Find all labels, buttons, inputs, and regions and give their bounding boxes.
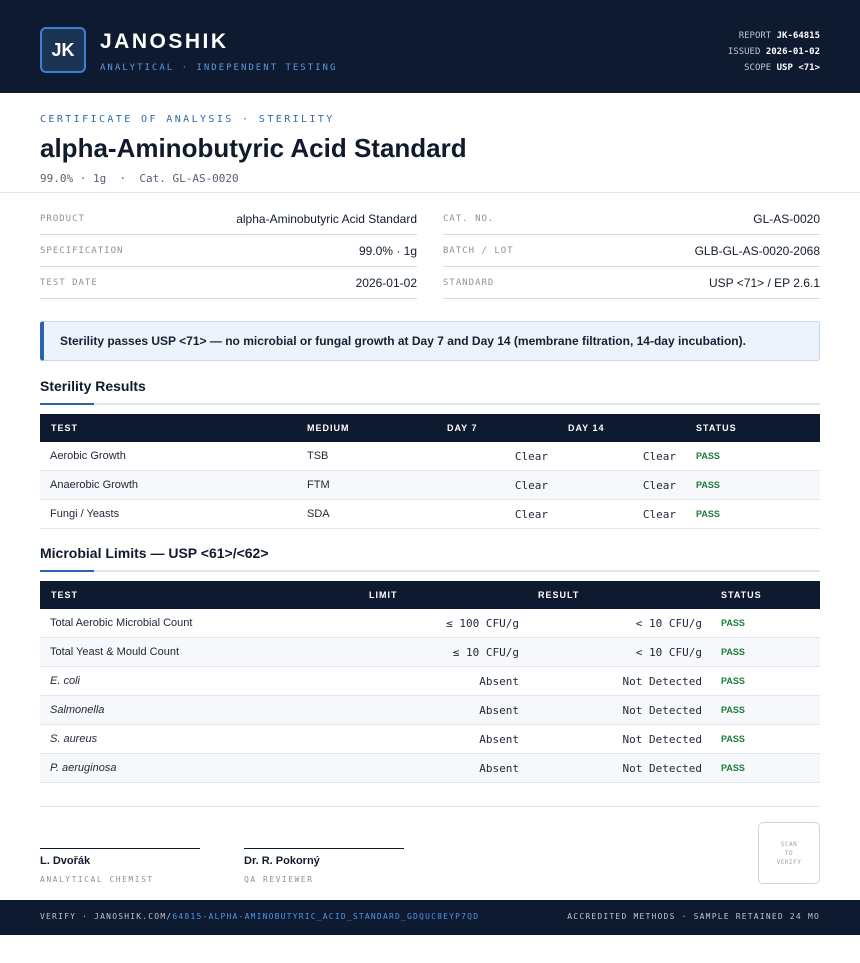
- cell-result: Not Detected: [622, 704, 702, 717]
- document-subtitle: 99.0% · 1g · Cat. GL-AS-0020: [40, 172, 239, 185]
- info-column-right: [443, 203, 820, 299]
- document-title: alpha-Aminobutyric Acid Standard: [40, 133, 467, 163]
- divider: [40, 806, 820, 807]
- table-row: [40, 725, 820, 754]
- header-bar: [0, 0, 860, 93]
- cell-result: < 10 CFU/g: [635, 617, 702, 630]
- cell-limit: Absent: [479, 762, 519, 775]
- table-row: [40, 609, 820, 638]
- status-badge: PASS: [721, 647, 745, 657]
- column-header: RESULT: [538, 590, 580, 600]
- info-row-cat-no: [443, 203, 820, 235]
- cell-result: < 10 CFU/g: [635, 646, 702, 659]
- report-id-line: [728, 28, 820, 44]
- status-badge: PASS: [696, 480, 720, 490]
- section-accent: [40, 403, 94, 405]
- info-value: 99.0% · 1g: [358, 243, 417, 258]
- column-header: TEST: [51, 590, 79, 600]
- scope-value: USP <71>: [776, 63, 820, 73]
- qr-text: VERIFY: [776, 858, 802, 866]
- report-value: JK-64815: [776, 31, 820, 41]
- verify-prefix: VERIFY · JANOSHIK.COM/: [40, 912, 173, 921]
- cell-test: S. aureus: [50, 733, 98, 745]
- qr-text: SCAN: [780, 840, 798, 848]
- signatory-role: QA REVIEWER: [244, 875, 314, 884]
- table-row: [40, 500, 820, 529]
- scope-line: [728, 60, 820, 76]
- section-underline: [40, 570, 820, 572]
- cell-limit: Absent: [479, 675, 519, 688]
- info-value: alpha-Aminobutyric Acid Standard: [236, 211, 417, 226]
- info-label: SPECIFICATION: [40, 245, 124, 256]
- status-badge: PASS: [721, 734, 745, 744]
- status-badge: PASS: [721, 618, 745, 628]
- info-row-specification: [40, 235, 417, 267]
- sterility-table: [40, 414, 820, 529]
- cell-day7: Clear: [514, 479, 548, 492]
- column-header: STATUS: [696, 423, 737, 433]
- cell-day7: Clear: [514, 450, 548, 463]
- cell-limit: ≤ 10 CFU/g: [452, 646, 519, 659]
- cell-medium: SDA: [307, 508, 330, 520]
- verify-line: [40, 912, 479, 921]
- info-row-product: [40, 203, 417, 235]
- scope-label: SCOPE: [744, 63, 772, 73]
- result-summary-note: Sterility passes USP <71> — no microbial or fungal growth at Day 7 and Day 14 (membrane filtration, 14-day incubation).: [40, 321, 820, 361]
- info-label: CAT. NO.: [443, 213, 495, 224]
- info-value: GL-AS-0020: [753, 211, 820, 226]
- verify-qr-placeholder[interactable]: [758, 822, 820, 884]
- info-row-standard: [443, 267, 820, 299]
- info-value: GLB-GL-AS-0020-2068: [694, 243, 820, 258]
- table-header: [40, 414, 820, 442]
- table-row: [40, 754, 820, 783]
- signatory-name: L. Dvořák: [40, 855, 91, 867]
- cell-test: Aerobic Growth: [50, 450, 126, 462]
- info-label: BATCH / LOT: [443, 245, 514, 256]
- document-kicker: CERTIFICATE OF ANALYSIS · STERILITY: [40, 114, 335, 125]
- signatory-name: Dr. R. Pokorný: [244, 855, 320, 867]
- cell-test: P. aeruginosa: [50, 762, 117, 774]
- info-label: TEST DATE: [40, 277, 98, 288]
- section-accent: [40, 570, 94, 572]
- cell-day14: Clear: [642, 450, 676, 463]
- footer-note: ACCREDITED METHODS · SAMPLE RETAINED 24 MO: [567, 912, 820, 921]
- cell-day14: Clear: [642, 508, 676, 521]
- table-row: [40, 667, 820, 696]
- cell-test: Anaerobic Growth: [50, 479, 139, 491]
- cell-medium: FTM: [307, 479, 330, 491]
- cell-limit: Absent: [479, 704, 519, 717]
- table-row: [40, 638, 820, 667]
- column-header: LIMIT: [369, 590, 398, 600]
- qr-text: TO: [784, 849, 794, 857]
- brand-name: JANOSHIK: [100, 30, 229, 53]
- cell-result: Not Detected: [622, 762, 702, 775]
- cell-day14: Clear: [642, 479, 676, 492]
- cell-test: Total Aerobic Microbial Count: [50, 617, 193, 629]
- section-heading-microbial: Microbial Limits — USP <61>/<62>: [40, 545, 269, 561]
- info-label: STANDARD: [443, 277, 495, 288]
- divider: [0, 192, 860, 193]
- report-meta: [728, 28, 820, 76]
- report-label: REPORT: [738, 31, 772, 41]
- status-badge: PASS: [696, 451, 720, 461]
- issued-line: [728, 44, 820, 60]
- brand-tagline: ANALYTICAL · INDEPENDENT TESTING: [100, 63, 338, 73]
- cell-medium: TSB: [307, 450, 329, 462]
- info-value: 2026-01-02: [355, 275, 417, 290]
- signature-block: [244, 848, 404, 884]
- cell-limit: ≤ 100 CFU/g: [446, 617, 519, 630]
- status-badge: PASS: [721, 705, 745, 715]
- status-badge: PASS: [721, 676, 745, 686]
- cell-test: Total Yeast & Mould Count: [50, 646, 180, 658]
- column-header: TEST: [51, 423, 79, 433]
- status-badge: PASS: [721, 763, 745, 773]
- table-header: [40, 581, 820, 609]
- issued-label: ISSUED: [727, 47, 761, 57]
- column-header: DAY 14: [568, 423, 605, 433]
- logo-badge: JK: [40, 27, 86, 73]
- cell-test: E. coli: [50, 675, 80, 687]
- info-label: PRODUCT: [40, 213, 85, 224]
- cell-test: Fungi / Yeasts: [50, 508, 120, 520]
- signatory-role: ANALYTICAL CHEMIST: [40, 875, 154, 884]
- info-row-batch-lot: [443, 235, 820, 267]
- cell-day7: Clear: [514, 508, 548, 521]
- info-value: USP <71> / EP 2.6.1: [709, 275, 820, 290]
- cell-result: Not Detected: [622, 675, 702, 688]
- verify-link[interactable]: 64815-ALPHA-AMINOBUTYRIC_ACID_STANDARD_GDQUC8EYP7QD: [172, 912, 480, 921]
- section-underline: [40, 403, 820, 405]
- column-header: MEDIUM: [307, 423, 350, 433]
- issued-value: 2026-01-02: [765, 47, 820, 57]
- signature-block: [40, 848, 200, 884]
- section-heading-sterility: Sterility Results: [40, 378, 146, 394]
- cell-result: Not Detected: [622, 733, 702, 746]
- footer-bar: [0, 900, 860, 935]
- table-row: [40, 696, 820, 725]
- column-header: STATUS: [721, 590, 762, 600]
- status-badge: PASS: [696, 509, 720, 519]
- table-row: [40, 471, 820, 500]
- table-row: [40, 442, 820, 471]
- info-column-left: [40, 203, 417, 299]
- microbial-table: [40, 581, 820, 783]
- cell-test: Salmonella: [50, 704, 105, 716]
- info-row-test-date: [40, 267, 417, 299]
- column-header: DAY 7: [447, 423, 478, 433]
- cell-limit: Absent: [479, 733, 519, 746]
